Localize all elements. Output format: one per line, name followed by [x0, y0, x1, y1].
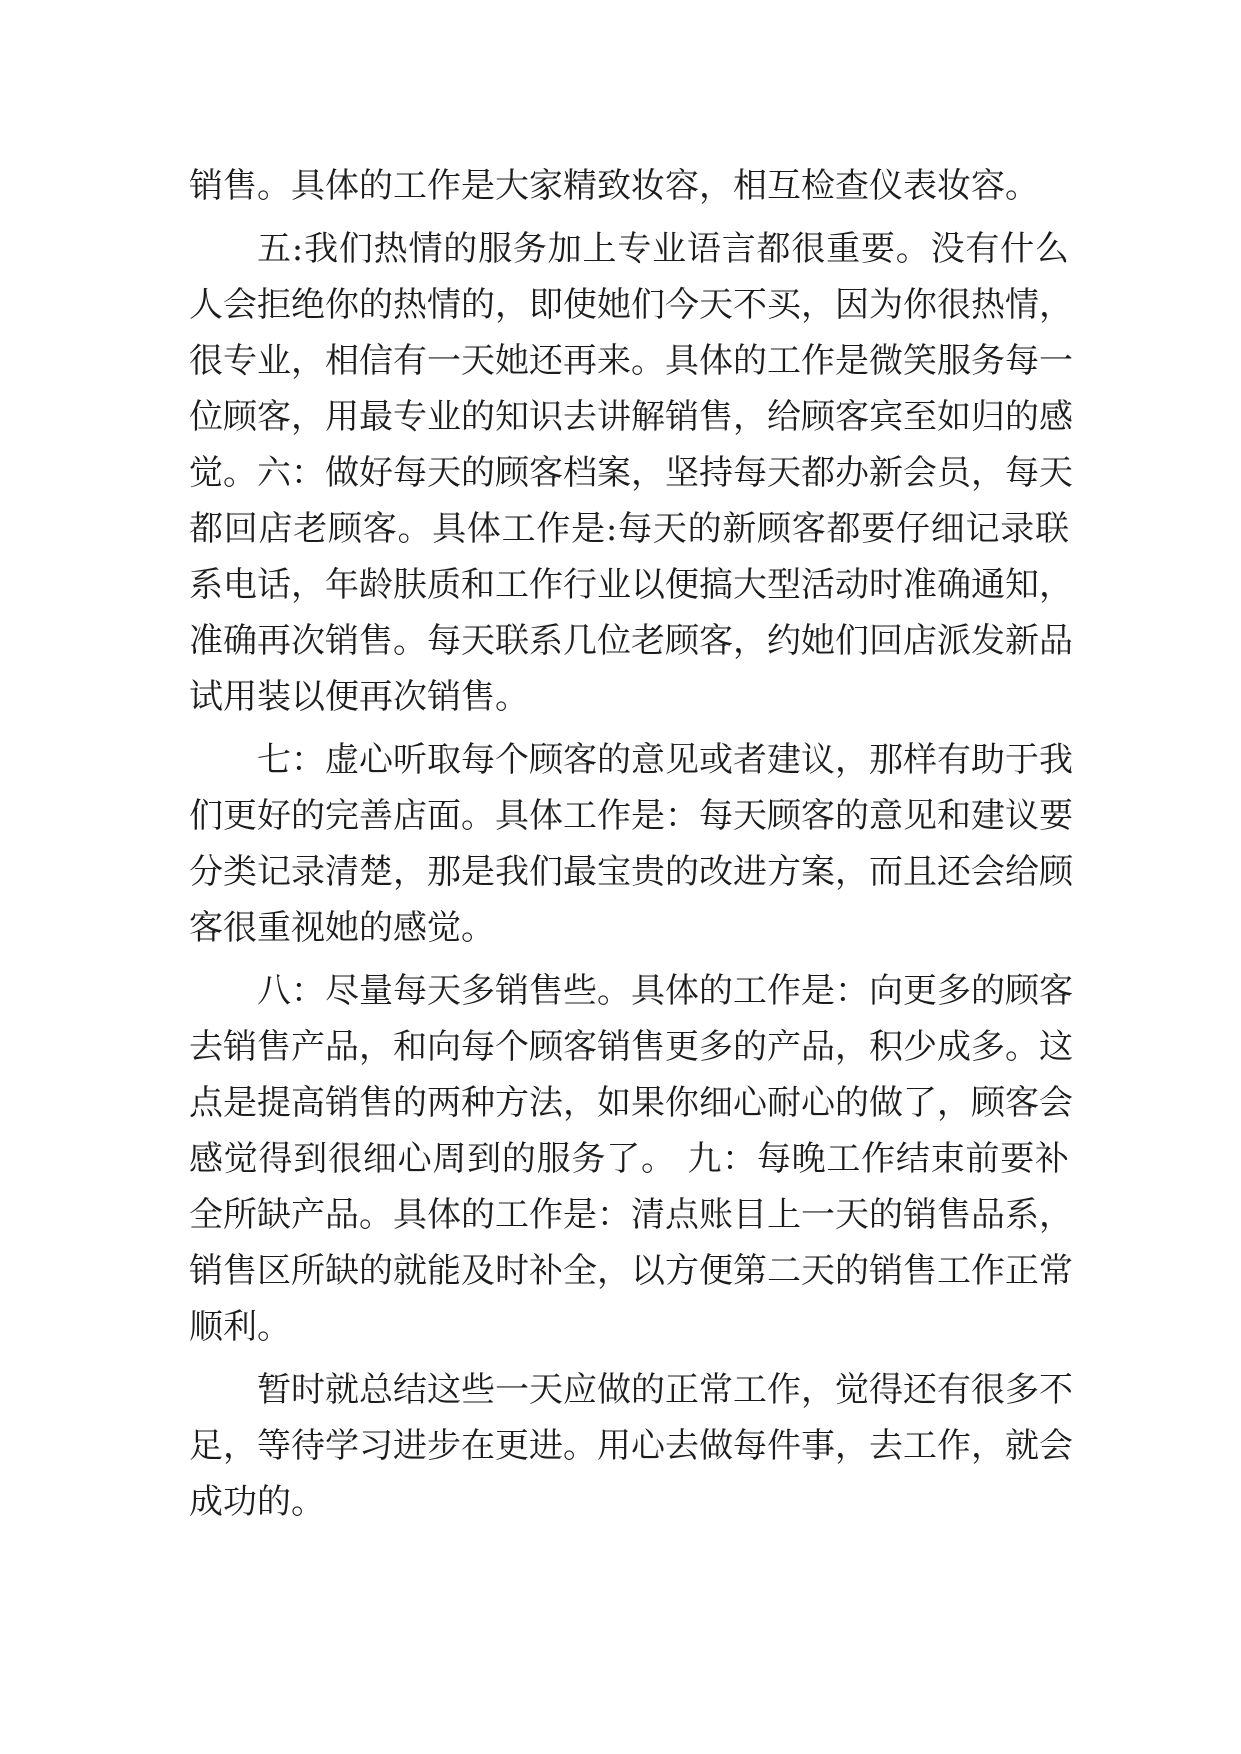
text-line: 试用装以便再次销售。 — [189, 677, 529, 717]
paragraph-4 — [189, 963, 1073, 1355]
document-body — [189, 158, 1073, 1537]
text-line: 点是提高销售的两种方法，如果你细心耐心的做了，顾客会 — [189, 1083, 1073, 1123]
text-line: 足，等待学习进步在更进。用心去做每件事，去工作，就会 — [189, 1426, 1073, 1466]
text-line: 顺利。 — [189, 1307, 291, 1347]
paragraph-2 — [189, 221, 1073, 725]
text-line: 准确再次销售。每天联系几位老顾客，约她们回店派发新品 — [189, 621, 1073, 661]
text-line: 很专业，相信有一天她还再来。具体的工作是微笑服务每一 — [189, 341, 1073, 381]
text-line: 客很重视她的感觉。 — [189, 908, 495, 948]
paragraph-3 — [189, 732, 1073, 956]
text-line: 七：虚心听取每个顾客的意见或者建议，那样有助于我 — [257, 740, 1073, 780]
text-line: 全所缺产品。具体的工作是：清点账目上一天的销售品系， — [189, 1195, 1073, 1235]
text-line: 系电话，年龄肤质和工作行业以便搞大型活动时准确通知， — [189, 565, 1073, 605]
text-line: 八：尽量每天多销售些。具体的工作是：向更多的顾客 — [257, 971, 1073, 1011]
paragraph-5 — [189, 1362, 1073, 1530]
text-line: 五:我们热情的服务加上专业语言都很重要。没有什么 — [257, 229, 1069, 269]
text-line: 们更好的完善店面。具体工作是：每天顾客的意见和建议要 — [189, 796, 1073, 836]
text-line: 觉。六：做好每天的顾客档案，坚持每天都办新会员，每天 — [189, 453, 1073, 493]
text-line: 暂时就总结这些一天应做的正常工作，觉得还有很多不 — [257, 1370, 1073, 1410]
text-line: 人会拒绝你的热情的，即使她们今天不买，因为你很热情， — [189, 285, 1073, 325]
text-line: 销售区所缺的就能及时补全，以方便第二天的销售工作正常 — [189, 1251, 1073, 1291]
text-line: 成功的。 — [189, 1482, 325, 1522]
text-line: 位顾客，用最专业的知识去讲解销售，给顾客宾至如归的感 — [189, 397, 1073, 437]
text-line: 感觉得到很细心周到的服务了。 九：每晚工作结束前要补 — [189, 1139, 1069, 1179]
paragraph-1 — [189, 158, 1069, 214]
text-line: 分类记录清楚，那是我们最宝贵的改进方案，而且还会给顾 — [189, 852, 1073, 892]
text-line: 销售。具体的工作是大家精致妆容，相互检查仪表妆容。 — [189, 166, 1039, 206]
text-line: 都回店老顾客。具体工作是:每天的新顾客都要仔细记录联 — [189, 509, 1069, 549]
text-line: 去销售产品，和向每个顾客销售更多的产品，积少成多。这 — [189, 1027, 1073, 1067]
